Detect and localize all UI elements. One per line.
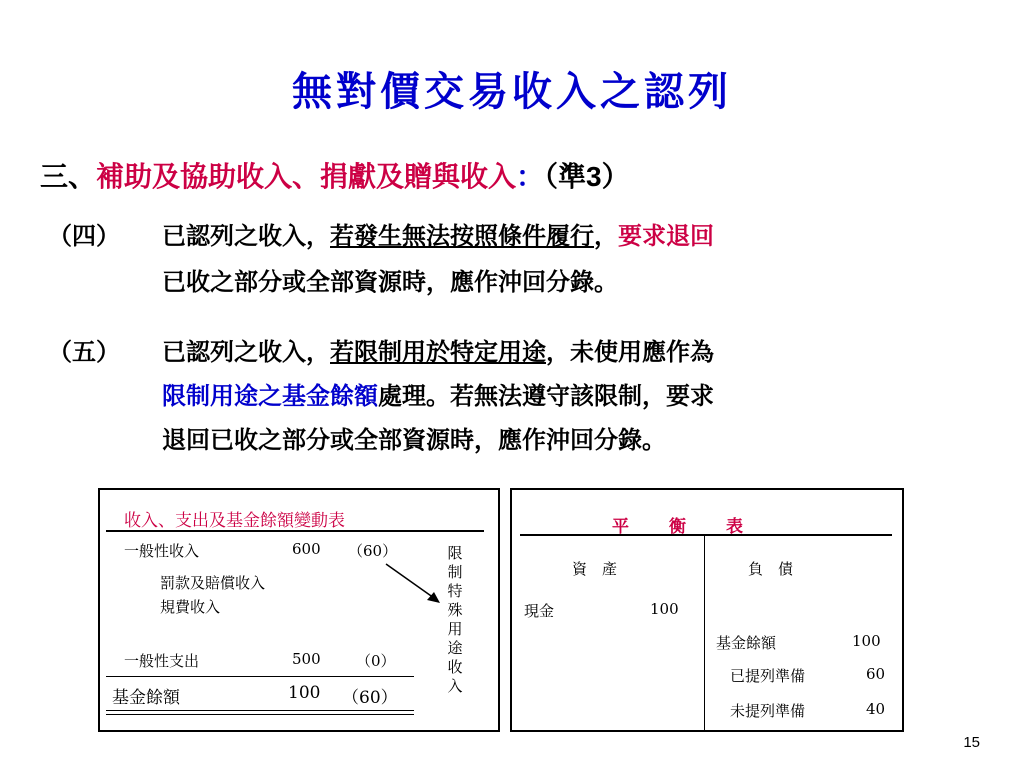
restricted-income-label: 限制特殊用途收入 [447, 544, 463, 695]
slide-title: 無對價交易收入之認列 [292, 68, 732, 115]
heading-suffix: （準3） [544, 161, 630, 192]
section-heading [40, 155, 630, 195]
balance-sheet-box [510, 488, 904, 732]
item-5-line-1 [162, 334, 714, 370]
item-5-line-3: 退回已收之部分或全部資源時，應作沖回分錄。 [162, 425, 666, 454]
item-5-text-a: 已認列之收入， [162, 337, 330, 366]
assets-header: 資 產 [572, 560, 618, 578]
item-5-text-b: 處理。若無法遵守該限制，要求 [378, 381, 714, 410]
fund-title-rule [106, 530, 484, 532]
fees-label: 規費收入 [160, 598, 221, 616]
item-5-line-2 [162, 378, 714, 414]
item-4-refund: 要求退回 [618, 221, 714, 250]
t-account-vertical [704, 534, 705, 730]
liabilities-header: 負 債 [748, 560, 794, 578]
fund-balance-rule [106, 676, 414, 677]
bs-fund-balance-value: 100 [852, 632, 881, 650]
fines-label: 罰款及賠償收入 [160, 574, 266, 592]
item-4-text-c: ， [594, 221, 618, 250]
item-5-fund-balance: 限制用途之基金餘額 [162, 381, 378, 410]
general-income-value: 600 [292, 540, 321, 558]
t-account-horizontal [520, 534, 892, 536]
general-expense-label: 一般性支出 [124, 652, 200, 670]
item-4-text-a: 已認列之收入， [162, 221, 330, 250]
heading-colon: ： [516, 160, 545, 193]
general-expense-value: 500 [292, 650, 321, 668]
bs-fund-balance-label: 基金餘額 [716, 634, 777, 652]
heading-accent: 補助及協助收入、捐獻及贈與收入 [96, 160, 517, 193]
arrow-icon [382, 560, 446, 608]
fund-balance-label: 基金餘額 [112, 688, 180, 708]
item-5-condition: 若限制用於特定用途 [330, 337, 546, 366]
fund-statement-box [98, 488, 500, 732]
double-underline [106, 710, 414, 715]
balance-sheet-title: 平 衡 表 [612, 517, 745, 537]
item-5-text-c: ，未使用應作為 [546, 337, 714, 366]
fund-balance-restricted: （60） [342, 688, 398, 708]
cash-value: 100 [650, 600, 679, 618]
item-4-marker: （四） [48, 221, 120, 250]
cash-label: 現金 [524, 602, 555, 620]
item-4-condition: 若發生無法按照條件履行 [330, 221, 594, 250]
general-income-restricted: （60） [348, 542, 398, 560]
general-income-label: 一般性收入 [124, 542, 200, 560]
general-expense-restricted: （0） [356, 652, 396, 670]
unreserved-value: 40 [866, 700, 886, 718]
page-number: 15 [963, 734, 980, 751]
item-5-marker: （五） [48, 337, 120, 366]
unreserved-label: 未提列準備 [730, 702, 806, 720]
fund-balance-value: 100 [288, 683, 321, 703]
heading-prefix: 三、 [40, 160, 97, 193]
reserved-value: 60 [866, 665, 886, 683]
reserved-label: 已提列準備 [730, 667, 806, 685]
item-4-line-2: 已收之部分或全部資源時，應作沖回分錄。 [162, 267, 618, 296]
item-4-line-1 [162, 218, 714, 254]
fund-statement-title: 收入、支出及基金餘額變動表 [124, 511, 345, 531]
